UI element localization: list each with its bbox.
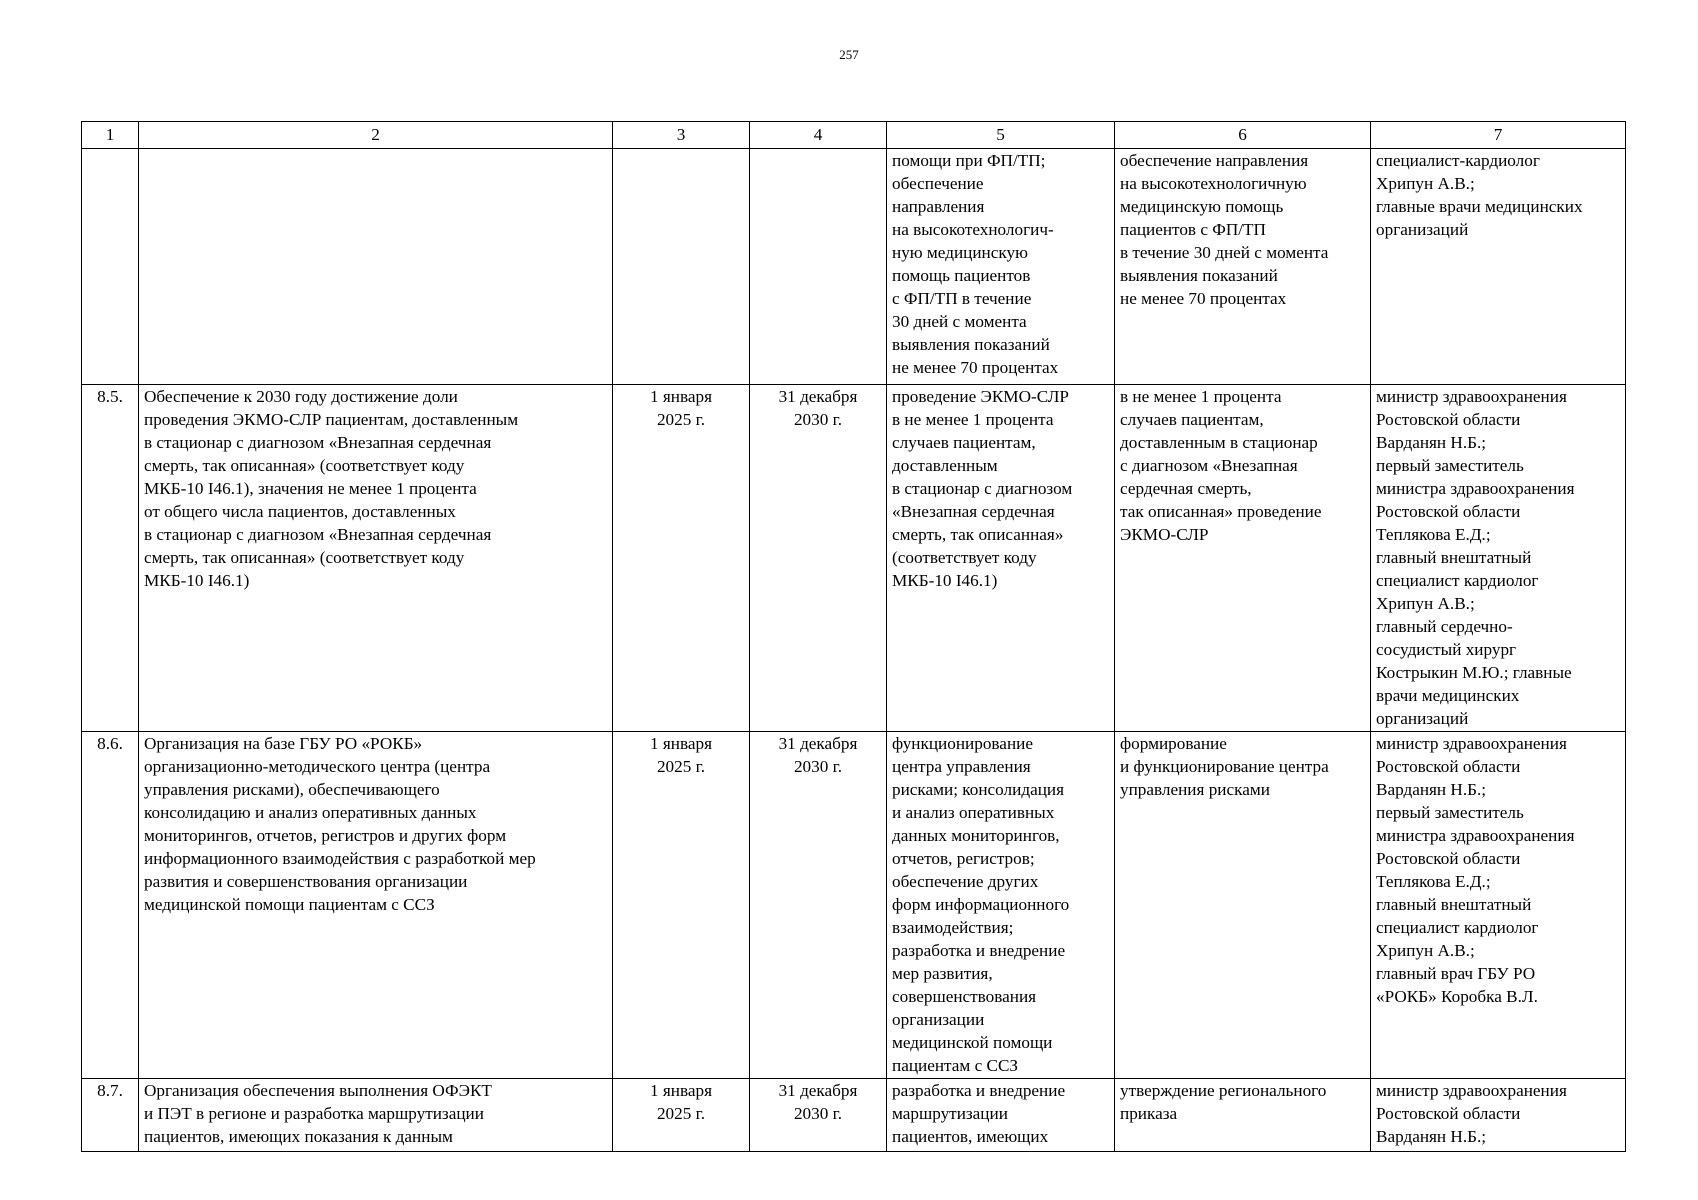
cell-task: [139, 149, 613, 385]
column-header-1: 1: [82, 122, 139, 149]
cell-start: 1 января 2025 г.: [613, 385, 750, 732]
table-row: [82, 732, 1626, 1079]
cell-start: 1 января 2025 г.: [613, 1079, 750, 1152]
cell-number: 8.7.: [82, 1079, 139, 1152]
cell-result: функционирование центра управления рисками; консолидация и анализ оперативных данных мониторингов, отчетов, регистров; обеспечение других форм информационного взаимодействия; разработка и внедрение мер развития, совершенствования организации медицинской помощи пациентам с ССЗ: [887, 732, 1115, 1079]
column-header-2: 2: [139, 122, 613, 149]
cell-result: разработка и внедрение маршрутизации пациентов, имеющих: [887, 1079, 1115, 1152]
cell-number: [82, 149, 139, 385]
column-header-7: 7: [1371, 122, 1626, 149]
cell-end: [750, 149, 887, 385]
cell-responsible: министр здравоохранения Ростовской области Варданян Н.Б.; первый заместитель министра здравоохранения Ростовской области Теплякова Е.Д.; главный внештатный специалист кардиолог Хрипун А.В.; главный врач ГБУ РО «РОКБ» Коробка В.Л.: [1371, 732, 1626, 1079]
cell-task: Организация обеспечения выполнения ОФЭКТ и ПЭТ в регионе и разработка маршрутизации пациентов, имеющих показания к данным: [139, 1079, 613, 1152]
cell-result: помощи при ФП/ТП; обеспечение направления на высокотехнологич- ную медицинскую помощь пациентов с ФП/ТП в течение 30 дней с момента выявления показаний не менее 70 процентах: [887, 149, 1115, 385]
cell-number: 8.5.: [82, 385, 139, 732]
column-header-5: 5: [887, 122, 1115, 149]
cell-task: Обеспечение к 2030 году достижение доли проведения ЭКМО-СЛР пациентам, доставленным в стационар с диагнозом «Внезапная сердечная смерть, так описанная» (соответствует коду МКБ-10 I46.1), значения не менее 1 процента от общего числа пациентов, доставленных в стационар с диагнозом «Внезапная сердечная смерть, так описанная» (соответствует коду МКБ-10 I46.1): [139, 385, 613, 732]
cell-number: 8.6.: [82, 732, 139, 1079]
cell-indicator: в не менее 1 процента случаев пациентам, доставленным в стационар с диагнозом «Внезапная сердечная смерть, так описанная» проведение ЭКМО-СЛР: [1115, 385, 1371, 732]
column-header-6: 6: [1115, 122, 1371, 149]
table-row: [82, 1079, 1626, 1152]
column-header-3: 3: [613, 122, 750, 149]
cell-start: [613, 149, 750, 385]
cell-result: проведение ЭКМО-СЛР в не менее 1 процента случаев пациентам, доставленным в стационар с диагнозом «Внезапная сердечная смерть, так описанная» (соответствует коду МКБ-10 I46.1): [887, 385, 1115, 732]
cell-task: Организация на базе ГБУ РО «РОКБ» организационно-методического центра (центра управления рисками), обеспечивающего консолидацию и анализ оперативных данных мониторингов, отчетов, регистров и других форм информационного взаимодействия с разработкой мер развития и совершенствования организации медицинской помощи пациентам с ССЗ: [139, 732, 613, 1079]
cell-responsible: министр здравоохранения Ростовской области Варданян Н.Б.; первый заместитель министра здравоохранения Ростовской области Теплякова Е.Д.; главный внештатный специалист кардиолог Хрипун А.В.; главный сердечно- сосудистый хирург Кострыкин М.Ю.; главные врачи медицинских организаций: [1371, 385, 1626, 732]
cell-indicator: обеспечение направления на высокотехнологичную медицинскую помощь пациентов с ФП/ТП в течение 30 дней с момента выявления показаний не менее 70 процентах: [1115, 149, 1371, 385]
cell-end: 31 декабря 2030 г.: [750, 385, 887, 732]
cell-indicator: утверждение регионального приказа: [1115, 1079, 1371, 1152]
column-header-4: 4: [750, 122, 887, 149]
cell-end: 31 декабря 2030 г.: [750, 1079, 887, 1152]
plan-table: [81, 121, 1626, 1152]
cell-end: 31 декабря 2030 г.: [750, 732, 887, 1079]
cell-indicator: формирование и функционирование центра управления рисками: [1115, 732, 1371, 1079]
header-row: [82, 122, 1626, 149]
cell-start: 1 января 2025 г.: [613, 732, 750, 1079]
cell-responsible: специалист-кардиолог Хрипун А.В.; главные врачи медицинских организаций: [1371, 149, 1626, 385]
table-row: [82, 385, 1626, 732]
page-number: 257: [839, 47, 859, 62]
cell-responsible: министр здравоохранения Ростовской области Варданян Н.Б.;: [1371, 1079, 1626, 1152]
continuation-row: [82, 149, 1626, 385]
